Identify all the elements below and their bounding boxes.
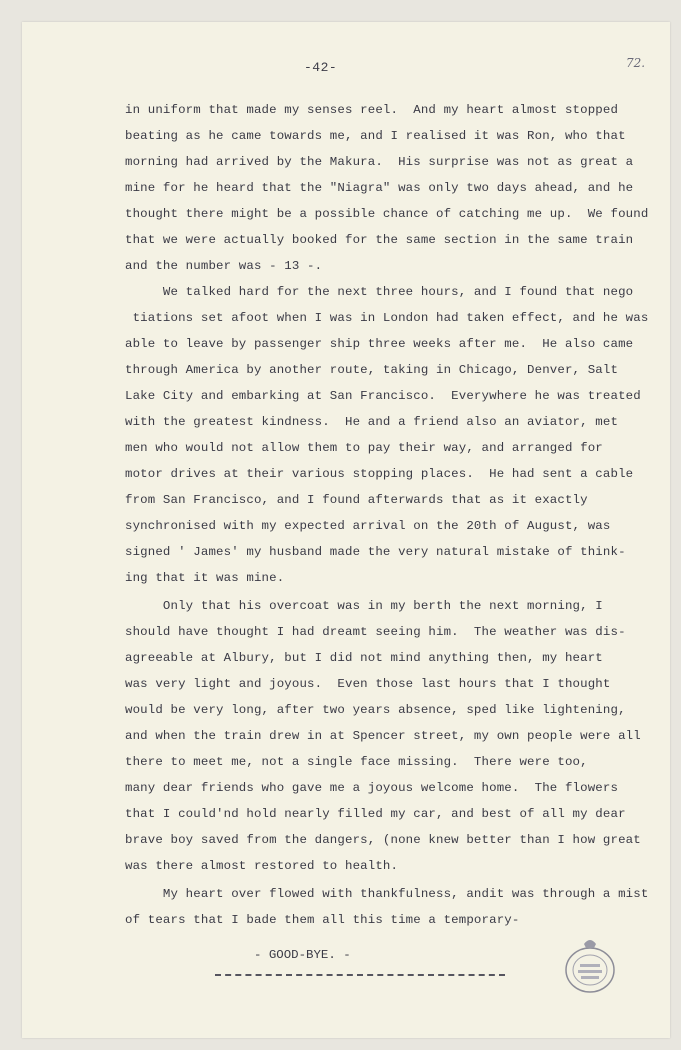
text-line: ing that it was mine. <box>125 571 285 585</box>
text-line: that we were actually booked for the same section in the same train <box>125 233 634 247</box>
text-line: My heart over flowed with thankfulness, andit was through a mist <box>125 887 649 901</box>
text-line: brave boy saved from the dangers, (none knew better than I how great <box>125 833 641 847</box>
document-page <box>22 22 670 1038</box>
library-stamp-icon <box>562 934 618 1000</box>
text-line: through America by another route, taking in Chicago, Denver, Salt <box>125 363 619 377</box>
text-line: signed ' James' my husband made the very natural mistake of think- <box>125 545 626 559</box>
text-line: from San Francisco, and I found afterwards that as it exactly <box>125 493 588 507</box>
text-line: was there almost restored to health. <box>125 859 399 873</box>
text-line: able to leave by passenger ship three weeks after me. He also came <box>125 337 634 351</box>
closing-line: - GOOD-BYE. - <box>254 948 351 962</box>
dashed-rule <box>215 974 505 976</box>
text-line: there to meet me, not a single face missing. There were too, <box>125 755 588 769</box>
text-line: was very light and joyous. Even those last hours that I thought <box>125 677 611 691</box>
text-line: with the greatest kindness. He and a friend also an aviator, met <box>125 415 619 429</box>
text-line: Lake City and embarking at San Francisco. Everywhere he was treated <box>125 389 641 403</box>
text-line: should have thought I had dreamt seeing him. The weather was dis- <box>125 625 626 639</box>
text-line: motor drives at their various stopping places. He had sent a cable <box>125 467 634 481</box>
text-line: synchronised with my expected arrival on the 20th of August, was <box>125 519 611 533</box>
text-line: in uniform that made my senses reel. And my heart almost stopped <box>125 103 619 117</box>
text-line: many dear friends who gave me a joyous welcome home. The flowers <box>125 781 619 795</box>
text-line: and when the train drew in at Spencer street, my own people were all <box>125 729 641 743</box>
text-line: Only that his overcoat was in my berth the next morning, I <box>125 599 603 613</box>
text-line: tiations set afoot when I was in London had taken effect, and he was <box>125 311 649 325</box>
text-line: beating as he came towards me, and I realised it was Ron, who that <box>125 129 626 143</box>
page-number: -42- <box>304 60 338 75</box>
text-line: agreeable at Albury, but I did not mind anything then, my heart <box>125 651 603 665</box>
text-line: and the number was - 13 -. <box>125 259 323 273</box>
text-line: morning had arrived by the Makura. His surprise was not as great a <box>125 155 634 169</box>
text-line: that I could'nd hold nearly filled my car, and best of all my dear <box>125 807 626 821</box>
text-line: mine for he heard that the "Niagra" was only two days ahead, and he <box>125 181 634 195</box>
text-line: men who would not allow them to pay their way, and arranged for <box>125 441 603 455</box>
text-line: would be very long, after two years absence, sped like lightening, <box>125 703 626 717</box>
text-line: of tears that I bade them all this time a temporary- <box>125 913 520 927</box>
folio-number: 72. <box>626 56 646 70</box>
text-line: thought there might be a possible chance of catching me up. We found <box>125 207 649 221</box>
text-line: We talked hard for the next three hours, and I found that nego <box>125 285 634 299</box>
